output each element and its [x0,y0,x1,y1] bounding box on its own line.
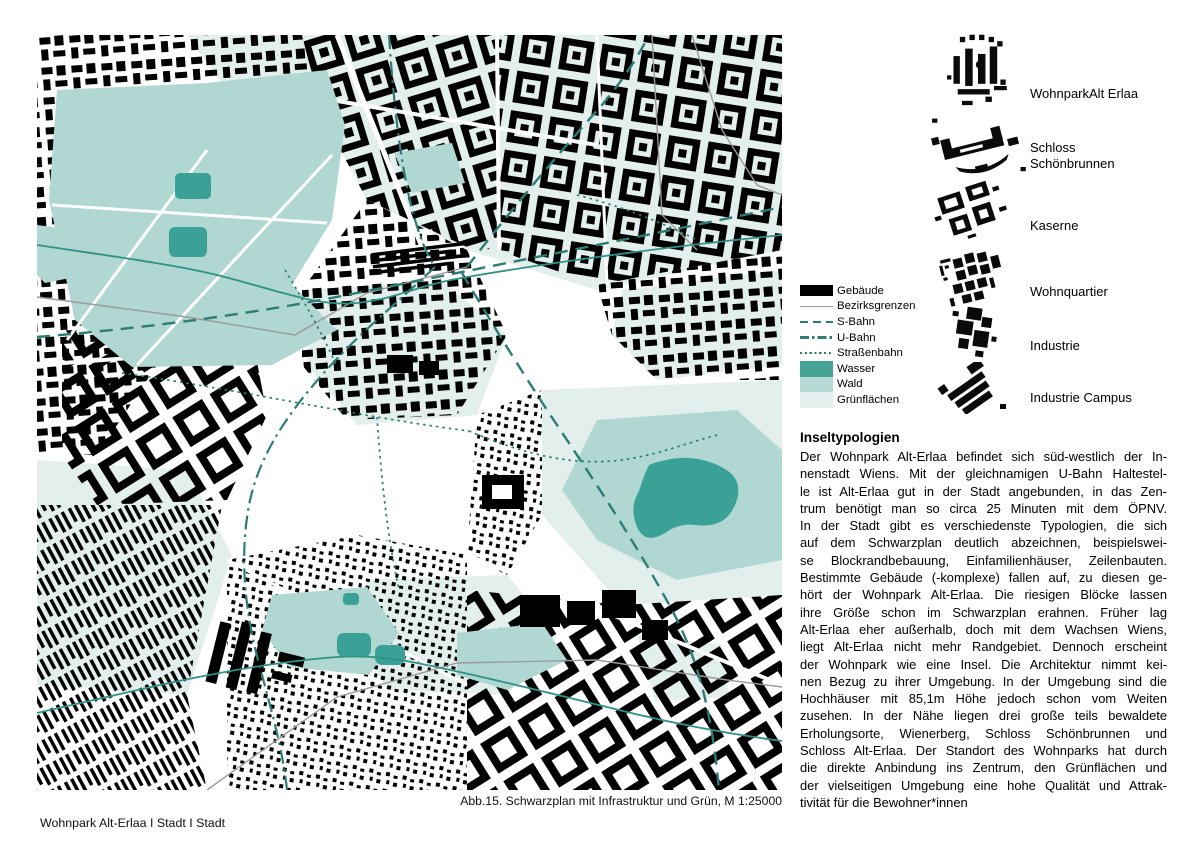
legend-item-ubahn: U-Bahn [800,330,950,346]
typology-item-wohnquartier [930,244,1185,308]
legend-item-wasser: Wasser [800,361,950,377]
schwarzplan-map [37,35,782,790]
figure-caption: Abb.15. Schwarzplan mit Infrastruktur und Grün, M 1:25000 [460,794,782,808]
article-body-line: Erholungsorte, Wienerberg, Schloss Schönbrunnen und [800,725,1167,741]
article-body-line: trum benötigt man so circa 25 Minuten mit dem ÖPNV. [800,500,1167,516]
page-footer: Wohnpark Alt-Erlaa I Stadt I Stadt [40,816,226,830]
article-body-line: nenstadt Wiens. Mit der gleichnamigen U-Bahn Haltestel- [800,466,1167,482]
typology-item-industrie [930,306,1185,362]
industrie-campus-map-icon [930,362,1030,414]
legend-item-strassenbahn: Straßenbahn [800,345,950,361]
typology-item-schloss-schoenbrunnen [930,112,1185,180]
article-body-line: Schloss Alt-Erlaa. Der Standort des Wohnparks hat durch [800,743,1167,759]
district-border-line [800,306,833,307]
article-body-line: liegt Alt-Erlaa nicht mehr Randgebiet. Dennoch erscheint [800,639,1167,655]
article-inseltypologien [800,430,1167,811]
article-body-line: le ist Alt-Erlaa gut in der Stadt angebunden, in das Zen- [800,483,1167,499]
typology-label: Kaserne [1030,218,1079,233]
article-body-line: Hochhäuser mit 85,1m Höhe jedoch schon vom Weiten [800,691,1167,707]
article-body-line: Alt-Erlaa eher außerhalb, doch mit dem Wachsen Wiens, [800,621,1167,637]
wohnpark-alt-erlaa-map-icon [930,32,1030,110]
forest-swatch [800,377,833,393]
schloss-schoenbrunnen-map-icon [930,114,1030,180]
industrie-map-icon [930,306,1030,362]
legend-item-gebaeude: Gebäude [800,283,950,299]
article-title: Inseltypologien [800,430,900,445]
article-body-line: ihre Größe schon im Schwarzplan erahnen. Früher lag [800,604,1167,620]
typology-item-wohnpark [930,30,1185,110]
article-body-line: hört der Wohnpark Alt-Erlaa. Die riesigen Blöcke lassen [800,587,1167,603]
article-body-line: die direkte Anbindung ins Zentrum, den Grünflächen und [800,760,1167,776]
schwarzplan-map-graphic [37,35,782,790]
article-body-line: der vielseitigen Umgebung eine hohe Qualität und Attrak- [800,777,1167,793]
sbahn-line-sample [800,321,833,324]
legend-item-wald: Wald [800,377,950,393]
water-swatch [800,361,833,377]
article-body-line: zusehen. In der Nähe liegen drei große teils bewaldete [800,708,1167,724]
typology-label: Industrie Campus [1030,390,1132,405]
article-body-line: Bestimmte Gebäude (-komplexe) fallen auf, zu diesen ge- [800,570,1167,586]
green-area-swatch [800,392,833,408]
typology-label: WohnparkAlt Erlaa [1030,86,1139,101]
map-legend [800,283,950,408]
wohnquartier-map-icon [930,246,1030,308]
article-body-line: auf dem Schwarzplan deutlich abzeichnen, beispielswei- [800,535,1167,551]
article-body-line: Der Wohnpark Alt-Erlaa befindet sich süd-westlich der In- [800,449,1167,464]
article-body-line: In der Stadt gibt es verschiedenste Typologien, die sich [800,518,1167,534]
typology-item-kaserne [930,176,1185,242]
article-body-line: nen Bezug zu ihrer Umgebung. In der Umgebung sind die [800,673,1167,689]
legend-item-gruenflaechen: Grünflächen [800,392,950,408]
article-body [800,448,1167,811]
typology-label: Industrie [1030,338,1080,353]
article-body-line: der Wohnpark wie eine Insel. Die Architektur nimmt kei- [800,656,1167,672]
tram-line-sample [800,352,833,355]
ubahn-line-sample [800,336,833,339]
typology-item-industrie-campus [930,362,1185,414]
legend-item-bezirksgrenzen: Bezirksgrenzen [800,299,950,315]
typology-label: Wohnquartier [1030,284,1108,299]
article-body-line: se Blockrandbebauung, Einfamilienhäuser, Zeilenbauten. [800,552,1167,568]
building-swatch [800,285,833,296]
legend-item-sbahn: S-Bahn [800,314,950,330]
article-body-line: tivität für die Bewohner*innen [800,794,968,810]
typology-label: Schloss Schönbrunnen [1030,140,1115,171]
kaserne-map-icon [930,178,1030,242]
